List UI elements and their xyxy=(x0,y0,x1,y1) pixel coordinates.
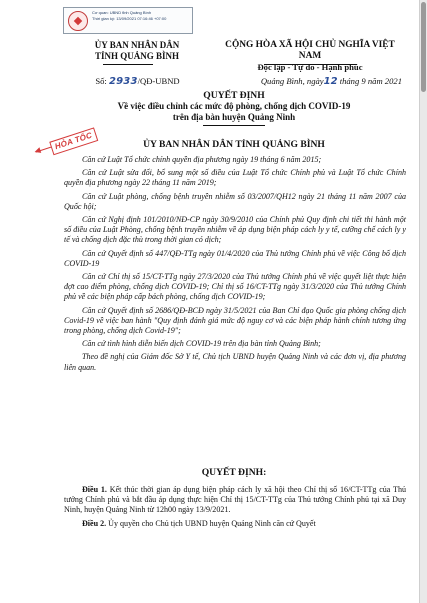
decision-articles xyxy=(64,485,406,532)
issuer-line-1: ỦY BAN NHÂN DÂN xyxy=(94,40,180,50)
article-label: Điều 2. xyxy=(82,518,107,528)
signature-line-1: Cơ quan: UBND tỉnh Quảng Bình xyxy=(92,10,152,15)
legal-bases xyxy=(64,155,406,376)
place-and-date xyxy=(218,75,402,88)
basis-paragraph: Căn cứ Quyết định số 2686/QĐ-BCĐ ngày 31/5/2021 của Ban Chỉ đạo Quốc gia phòng chống dịch Covid-19 về việc ban hành "Quy định đánh giá mức độ nguy cơ và các biện pháp hành chính tương ứng trong phòng, chống dịch Covid-19"; xyxy=(64,305,406,336)
signature-line-2: Thời gian ký: 13/09/2021 07:16:46 +07:00 xyxy=(92,16,167,21)
article-paragraph xyxy=(64,519,406,529)
urgent-arrow-icon xyxy=(36,147,52,153)
issuer-line-2: TỈNH QUẢNG BÌNH xyxy=(94,51,179,61)
signature-text xyxy=(92,10,192,22)
basis-paragraph: Theo đề nghị của Giám đốc Sở Y tế, Chủ tịch UBND huyện Quảng Ninh và các đơn vị, địa phương liên quan. xyxy=(64,352,406,372)
basis-paragraph: Căn cứ Luật sửa đổi, bổ sung một số điều của Luật Tổ chức Chính phủ và Luật Tổ chức Chính quyền địa phương ngày 22 tháng 11 năm 2019; xyxy=(64,168,406,188)
issuing-authority: ỦY BAN NHÂN DÂN TỈNH QUẢNG BÌNH xyxy=(143,139,325,150)
national-motto: Độc lập - Tự do - Hạnh phúc xyxy=(257,62,363,72)
article-label: Điều 1. xyxy=(82,485,107,494)
urgent-stamp-label: HỎA TỐC xyxy=(49,127,98,155)
document-subject xyxy=(60,101,408,123)
basis-paragraph: Căn cứ Quyết định số 447/QĐ-TTg ngày 01/4/2020 của Thủ tướng Chính phủ về việc Công bố dịch COVID-19 xyxy=(64,248,406,268)
digital-signature-box xyxy=(63,7,193,34)
vertical-scrollbar[interactable] xyxy=(420,0,427,603)
doc-number-prefix: Số: xyxy=(95,76,107,86)
signature-emblem-icon xyxy=(68,11,88,31)
issuer-underline xyxy=(103,64,153,65)
national-header xyxy=(218,40,402,73)
issuer-header xyxy=(62,40,212,62)
subject-line-1: Về việc điều chỉnh các mức độ phòng, chống dịch COVID-19 xyxy=(117,101,351,111)
national-title: CỘNG HÒA XÃ HỘI CHỦ NGHĨA VIỆT NAM xyxy=(225,40,395,61)
doc-number-handwritten: 2933 xyxy=(108,76,138,87)
article-paragraph xyxy=(64,485,406,516)
date-suffix: tháng 9 năm 2021 xyxy=(339,76,402,86)
basis-paragraph: Căn cứ tình hình diễn biến dịch COVID-19 trên địa bàn tỉnh Quảng Bình; xyxy=(82,339,321,349)
decision-heading: QUYẾT ĐỊNH: xyxy=(201,467,267,478)
basis-paragraph: Căn cứ Luật Tổ chức chính quyền địa phương ngày 19 tháng 6 năm 2015; xyxy=(82,155,322,164)
basis-paragraph: Căn cứ Nghị định 101/2010/NĐ-CP ngày 30/9/2010 của Chính phủ Quy định chi tiết thi hành một số điều của Luật Phòng, chống bệnh truyền nhiễm về áp dụng biện pháp cách ly y tế, cưỡng chế cách ly y tế và chống dịch đặc thù trong thời gian có dịch; xyxy=(64,215,406,245)
subject-underline xyxy=(203,125,265,126)
date-prefix: Quảng Bình, ngày xyxy=(260,76,324,86)
doc-number-suffix: /QĐ-UBND xyxy=(137,76,180,86)
subject-line-2: trên địa bàn huyện Quảng Ninh xyxy=(172,112,296,122)
article-text: Ủy quyền cho Chủ tịch UBND huyện Quảng Ninh căn cứ Quyết xyxy=(108,518,316,528)
basis-paragraph: Căn cứ Chỉ thị số 15/CT-TTg ngày 27/3/2020 của Thủ tướng Chính phủ về việc quyết liệt thực hiện đợt cao điểm phòng, chống dịch COVID-19; Chỉ thị số 16/CT-TTg ngày 31/3/2020 của Thủ tướng Chính phủ về các biện pháp cấp bách phòng, chống dịch COVID-19; xyxy=(64,272,406,302)
basis-paragraph: Căn cứ Luật phòng, chống bệnh truyền nhiễm số 03/2007/QH12 ngày 21 tháng 11 năm 2007 của Quốc hội; xyxy=(64,191,406,211)
motto-underline xyxy=(264,64,357,65)
scrollbar-thumb[interactable] xyxy=(421,2,426,92)
date-day-handwritten: 12 xyxy=(323,76,338,87)
article-text: Kết thúc thời gian áp dụng biện pháp cách ly xã hội theo Chỉ thị số 16/CT-TTg của Thủ tướng Chính phủ và bắt đầu áp dụng thực hiện Chỉ thị 15/CT-TTg của Thủ tướng Chính phủ tại xã Duy Ninh, huyện Quảng Ninh từ 12h00 ngày 13/9/2021. xyxy=(64,485,406,515)
document-title: QUYẾT ĐỊNH xyxy=(203,90,265,101)
document-number xyxy=(65,75,210,88)
